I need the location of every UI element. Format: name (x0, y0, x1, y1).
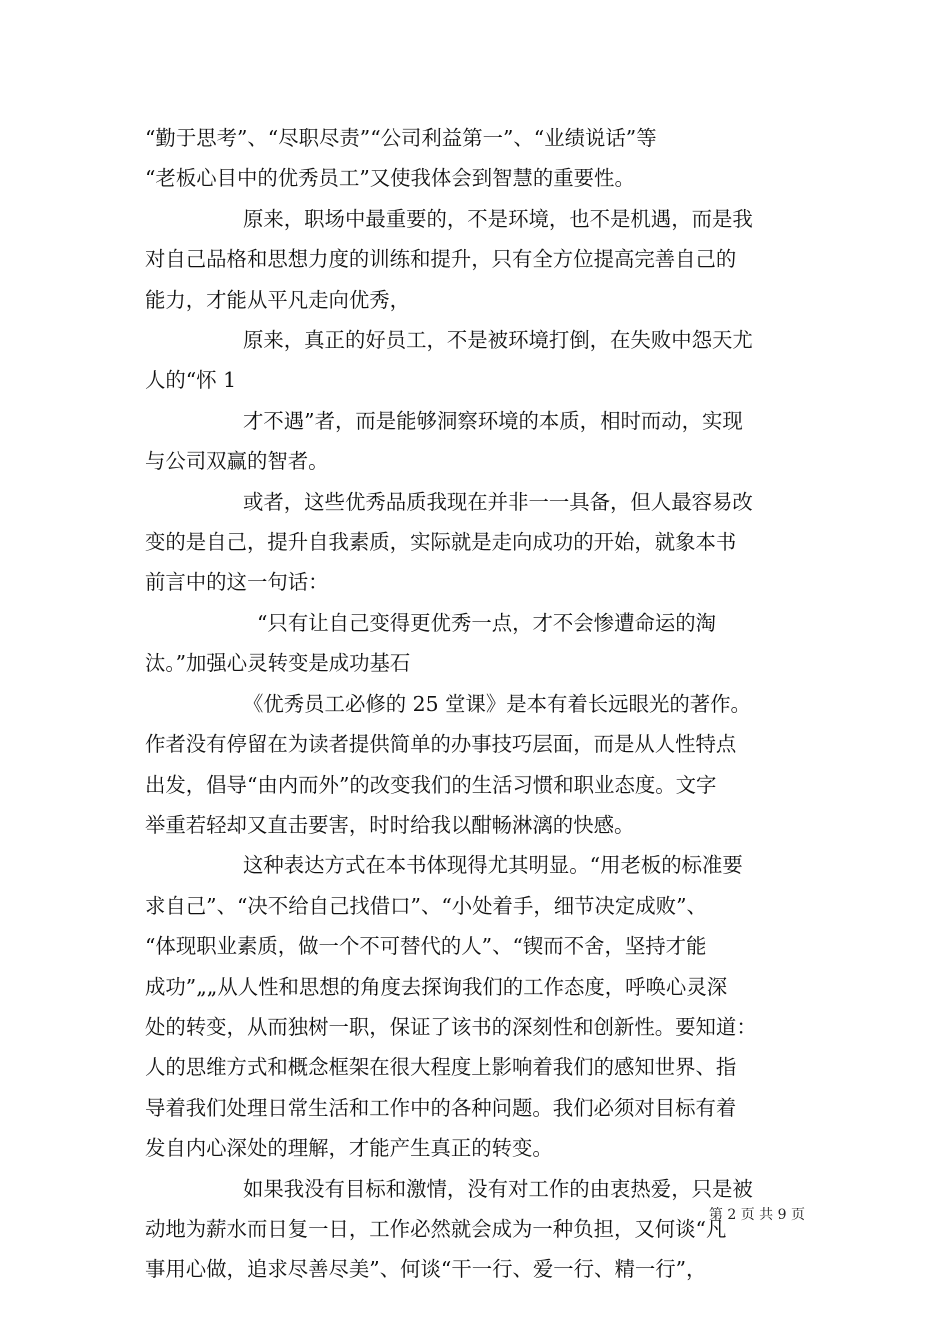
paragraph (145, 603, 805, 684)
text-line: 才不遇”者，而是能够洞察环境的本质，相时而动，实现 (243, 408, 743, 433)
text-line: 原来，职场中最重要的，不是环境，也不是机遇，而是我 (243, 206, 753, 231)
paragraph (145, 199, 805, 320)
body-text (145, 118, 805, 1290)
page-number: 第 2 页 共 9 页 (708, 1207, 805, 1223)
text-line: 作者没有停留在为读者提供简单的办事技巧层面，而是从人性特点 (145, 732, 737, 757)
paragraph (145, 482, 805, 603)
text-line: 举重若轻却又直击要害，时时给我以酣畅淋漓的快感。 (145, 812, 635, 837)
text-line: 或者，这些优秀品质我现在并非一一具备，但人最容易改 (243, 489, 753, 514)
text-line: 人的思维方式和概念框架在很大程度上影响着我们的感知世界、指 (145, 1055, 737, 1080)
text-line: 如果我没有目标和激情，没有对工作的由衷热爱，只是被 (243, 1176, 753, 1201)
text-line: 导着我们处理日常生活和工作中的各种问题。我们必须对目标有着 (145, 1095, 737, 1120)
text-line: “老板心目中的优秀员工”又使我体会到智慧的重要性。 (145, 166, 635, 191)
paragraph (145, 1169, 805, 1290)
text-line: 能力，才能从平凡走向优秀， (145, 287, 411, 312)
text-line: 原来，真正的好员工，不是被环境打倒，在失败中怨天尤 (243, 328, 753, 353)
text-line: 这种表达方式在本书体现得尤其明显。“用老板的标准要 (243, 853, 743, 878)
paragraph (145, 320, 805, 401)
text-line: 成功”„„从人性和思想的角度去探询我们的工作态度，呼唤心灵深 (145, 974, 728, 999)
text-line: 变的是自己，提升自我素质，实际就是走向成功的开始，就象本书 (145, 530, 737, 555)
text-line: “勤于思考”、“尽职尽责”“公司利益第一”、“业绩说话”等 (145, 126, 657, 150)
paragraph (145, 845, 805, 1168)
text-line: 发自内心深处的理解，才能产生真正的转变。 (145, 1136, 553, 1161)
paragraph (145, 684, 805, 846)
text-line: 汰。”加强心灵转变是成功基石 (145, 651, 411, 676)
text-line: 处的转变，从而独树一职，保证了该书的深刻性和创新性。要知道： (145, 1014, 757, 1039)
text-line: 前言中的这一句话： (145, 570, 329, 595)
text-line: 与公司双赢的智者。 (145, 449, 329, 474)
text-line: “只有让自己变得更优秀一点，才不会惨遭命运的淘 (257, 610, 717, 635)
text-line: 人的“怀 1 (145, 368, 237, 393)
text-line: 《优秀员工必修的 25 堂课》是本有着长远眼光的著作。 (243, 691, 751, 716)
paragraph (145, 118, 805, 199)
paragraph (145, 401, 805, 482)
text-line: 事用心做，追求尽善尽美”、何谈“干一行、爱一行、精一行”， (145, 1257, 707, 1282)
text-line: 出发，倡导“由内而外”的改变我们的生活习惯和职业态度。文字 (145, 772, 717, 797)
text-line: 对自己品格和思想力度的训练和提升，只有全方位提高完善自己的 (145, 247, 737, 272)
text-line: 动地为薪水而日复一日，工作必然就会成为一种负担，又何谈“凡 (145, 1216, 727, 1241)
text-line: “体现职业素质，做一个不可替代的人”、“锲而不舍，坚持才能 (145, 934, 707, 959)
text-line: 求自己”、“决不给自己找借口”、“小处着手，细节决定成败”、 (145, 893, 707, 918)
